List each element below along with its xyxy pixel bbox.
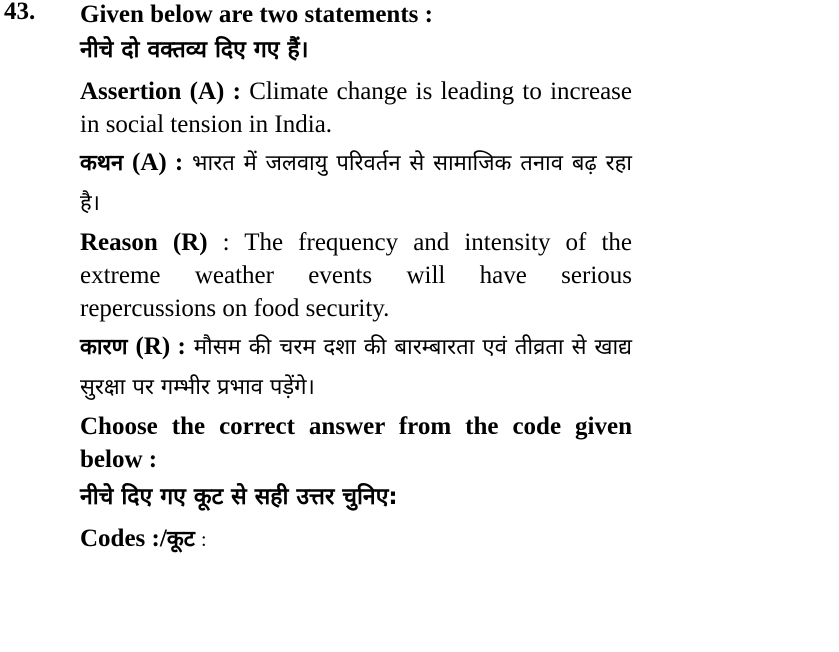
reason-hindi <box>80 327 632 408</box>
assertion-english <box>80 75 632 141</box>
reason-label-hindi: कारण <box>80 335 128 360</box>
assertion-label-hindi: कथन <box>80 151 124 176</box>
reason-text-hindi: मौसम की चरम दशा की बारम्बारता एवं तीव्रता से खाद्य सुरक्षा पर गम्भीर प्रभाव पड़ेंगे। <box>80 335 633 400</box>
heading-english: Given below are two statements : <box>80 1 433 28</box>
codes-label <box>80 522 632 557</box>
question-number: 43. <box>4 0 36 25</box>
assertion-hindi <box>80 143 632 224</box>
codes-colon: : <box>201 529 207 551</box>
assertion-label: Assertion (A) : <box>80 78 241 105</box>
assertion-text: Climate change is leading to increase in social tension in India. <box>80 78 632 138</box>
question-body <box>80 0 632 557</box>
instruction-english: Choose the correct answer from the code given below : <box>80 413 632 473</box>
reason-label-hindi-tag: (R) : <box>135 333 186 360</box>
reason-text: : The frequency and intensity of the extreme weather events will have serious repercussions on food security. <box>80 229 632 322</box>
codes-label-hindi: कूट <box>166 527 195 552</box>
reason-label: Reason (R) <box>80 229 208 256</box>
codes-label-english: Codes :/ <box>80 525 167 552</box>
heading-hindi: नीचे दो वक्तव्य दिए गए हैं। <box>80 37 309 63</box>
assertion-text-hindi: भारत में जलवायु परिवर्तन से सामाजिक तनाव बढ़ रहा है। <box>80 151 633 216</box>
instruction-hindi: नीचे दिए गए कूट से सही उत्तर चुनिए: <box>80 484 398 510</box>
reason-english <box>80 226 632 325</box>
assertion-label-hindi-tag: (A) : <box>132 149 184 176</box>
